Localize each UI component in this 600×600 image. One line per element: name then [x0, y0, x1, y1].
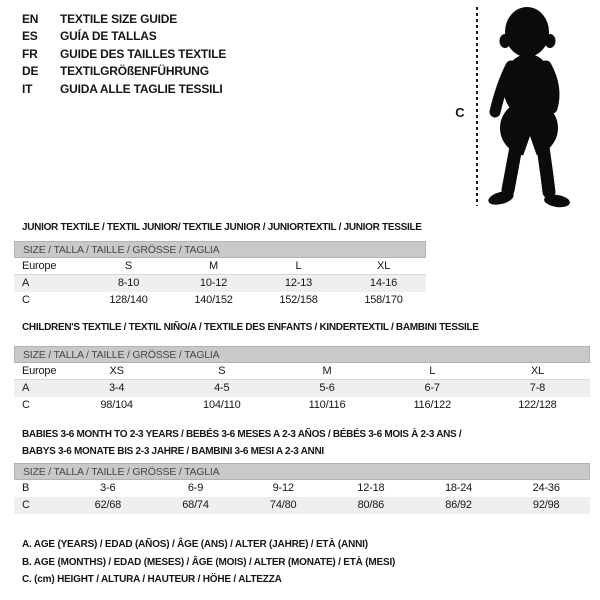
table-cell: 158/170 — [364, 294, 403, 306]
table-cell: 92/98 — [532, 499, 560, 511]
table-row — [14, 363, 590, 380]
section-title-line: JUNIOR TEXTILE / TEXTIL JUNIOR/ TEXTILE JUNIOR / JUNIORTEXTIL / JUNIOR TESSILE — [22, 222, 422, 233]
table-cell: 12-18 — [357, 482, 385, 494]
table-cell: 116/122 — [413, 399, 451, 411]
table-cell: L — [295, 260, 302, 272]
language-title: GUIDA ALLE TAGLIE TESSILI — [60, 81, 223, 96]
table-cell: 128/140 — [109, 294, 148, 306]
section-title-line: BABIES 3-6 MONTH TO 2-3 YEARS / BEBÉS 3-6 MESES A 2-3 AÑOS / BÉBÉS 3-6 MOIS À 2-3 ANS / — [22, 429, 462, 440]
row-label: Europe — [22, 365, 57, 377]
table-cell: XS — [109, 365, 124, 377]
language-row — [22, 63, 226, 80]
babies-size-table — [14, 463, 590, 514]
table-cell: 9-12 — [272, 482, 294, 494]
language-row — [22, 28, 226, 45]
row-label: B — [22, 482, 30, 494]
table-cell: M — [209, 260, 218, 272]
table-cell: S — [218, 365, 226, 377]
table-row — [14, 292, 426, 309]
table-cell: 3-6 — [100, 482, 116, 494]
table-cell: 6-7 — [424, 382, 440, 394]
table-cell: 122/128 — [518, 399, 557, 411]
table-cell: 7-8 — [529, 382, 546, 394]
language-title: TEXTILE SIZE GUIDE — [60, 12, 178, 26]
table-cell: 80/86 — [357, 499, 385, 511]
section-title-line: BABYS 3-6 MONATE BIS 2-3 JAHRE / BAMBINI 3-6 MESI A 2-3 ANNI — [22, 446, 324, 457]
table-cell: 110/116 — [308, 399, 346, 411]
table-cell: 18-24 — [444, 482, 473, 494]
table-cell: 24-36 — [532, 482, 560, 494]
table-cell: 8-10 — [117, 277, 140, 289]
table-row — [14, 497, 590, 514]
size-header-bar: SIZE / TALLA / TAILLE / GRÖSSE / TAGLIA — [14, 346, 590, 363]
child-silhouette-icon — [480, 4, 588, 210]
height-label: C — [455, 105, 465, 120]
language-title: TEXTILGRÖßENFÜHRUNG — [60, 64, 209, 79]
size-header-bar: SIZE / TALLA / TAILLE / GRÖSSE / TAGLIA — [14, 241, 426, 258]
row-label: A — [22, 382, 30, 394]
section-title-babies — [22, 426, 461, 460]
table-cell: 68/74 — [182, 499, 209, 511]
row-label: A — [22, 277, 30, 289]
footnote-age-months: B. AGE (MONTHS) / EDAD (MESES) / ÂGE (MOIS) / ALTER (MONATE) / ETÀ (MESI) — [22, 556, 396, 568]
table-cell: 5-6 — [319, 382, 335, 394]
language-code: DE — [22, 64, 39, 79]
children-size-table — [14, 346, 590, 414]
section-title-children — [22, 319, 479, 336]
junior-size-table — [14, 241, 426, 309]
language-title: GUIDE DES TAILLES TEXTILE — [60, 46, 227, 61]
language-code: EN — [22, 12, 39, 26]
table-cell: S — [124, 260, 133, 272]
language-row — [22, 11, 226, 28]
height-dashed-line — [476, 7, 478, 206]
table-row — [14, 275, 426, 292]
row-label: C — [22, 399, 30, 411]
language-code: IT — [22, 81, 33, 96]
footnote-height-cm: C. (cm) HEIGHT / ALTURA / HAUTEUR / HÖHE / ALTEZZA — [22, 574, 282, 586]
table-row — [14, 380, 590, 397]
table-cell: 98/104 — [100, 399, 133, 411]
footnote-age-years: A. AGE (YEARS) / EDAD (AÑOS) / ÂGE (ANS) / ALTER (JAHRE) / ETÀ (ANNI) — [22, 539, 368, 550]
table-cell: 4-5 — [214, 382, 230, 394]
table-cell: 3-4 — [108, 382, 125, 394]
table-cell: 10-12 — [199, 277, 228, 289]
table-row — [14, 397, 590, 414]
table-cell: 152/158 — [279, 294, 318, 306]
table-cell: XL — [530, 365, 544, 377]
row-label: C — [22, 294, 30, 306]
table-cell: M — [322, 365, 332, 377]
table-row — [14, 258, 426, 275]
table-cell: 140/152 — [194, 294, 233, 306]
table-cell: 74/80 — [269, 499, 297, 511]
language-title: GUÍA DE TALLAS — [60, 29, 157, 44]
footnotes — [22, 536, 395, 589]
table-cell: 6-9 — [187, 482, 204, 494]
table-cell: 86/92 — [445, 499, 472, 511]
table-row — [14, 480, 590, 497]
section-title-line: CHILDREN'S TEXTILE / TEXTIL NIÑO/A / TEXTILE DES ENFANTS / KINDERTEXTIL / BAMBINI TESSILE — [22, 322, 479, 333]
language-row — [22, 81, 226, 98]
language-row — [22, 46, 226, 63]
row-label: Europe — [22, 260, 57, 272]
section-title-junior — [22, 219, 422, 236]
table-cell: 12-13 — [284, 277, 313, 289]
row-label: C — [22, 499, 30, 511]
language-guide — [22, 11, 226, 98]
table-cell: XL — [376, 260, 391, 272]
language-code: ES — [22, 29, 38, 44]
table-cell: 104/110 — [203, 399, 241, 411]
size-header-bar: SIZE / TALLA / TAILLE / GRÖSSE / TAGLIA — [14, 463, 590, 480]
language-code: FR — [22, 46, 38, 61]
table-cell: L — [429, 365, 436, 377]
table-cell: 62/68 — [94, 499, 122, 511]
table-cell: 14-16 — [369, 277, 398, 289]
